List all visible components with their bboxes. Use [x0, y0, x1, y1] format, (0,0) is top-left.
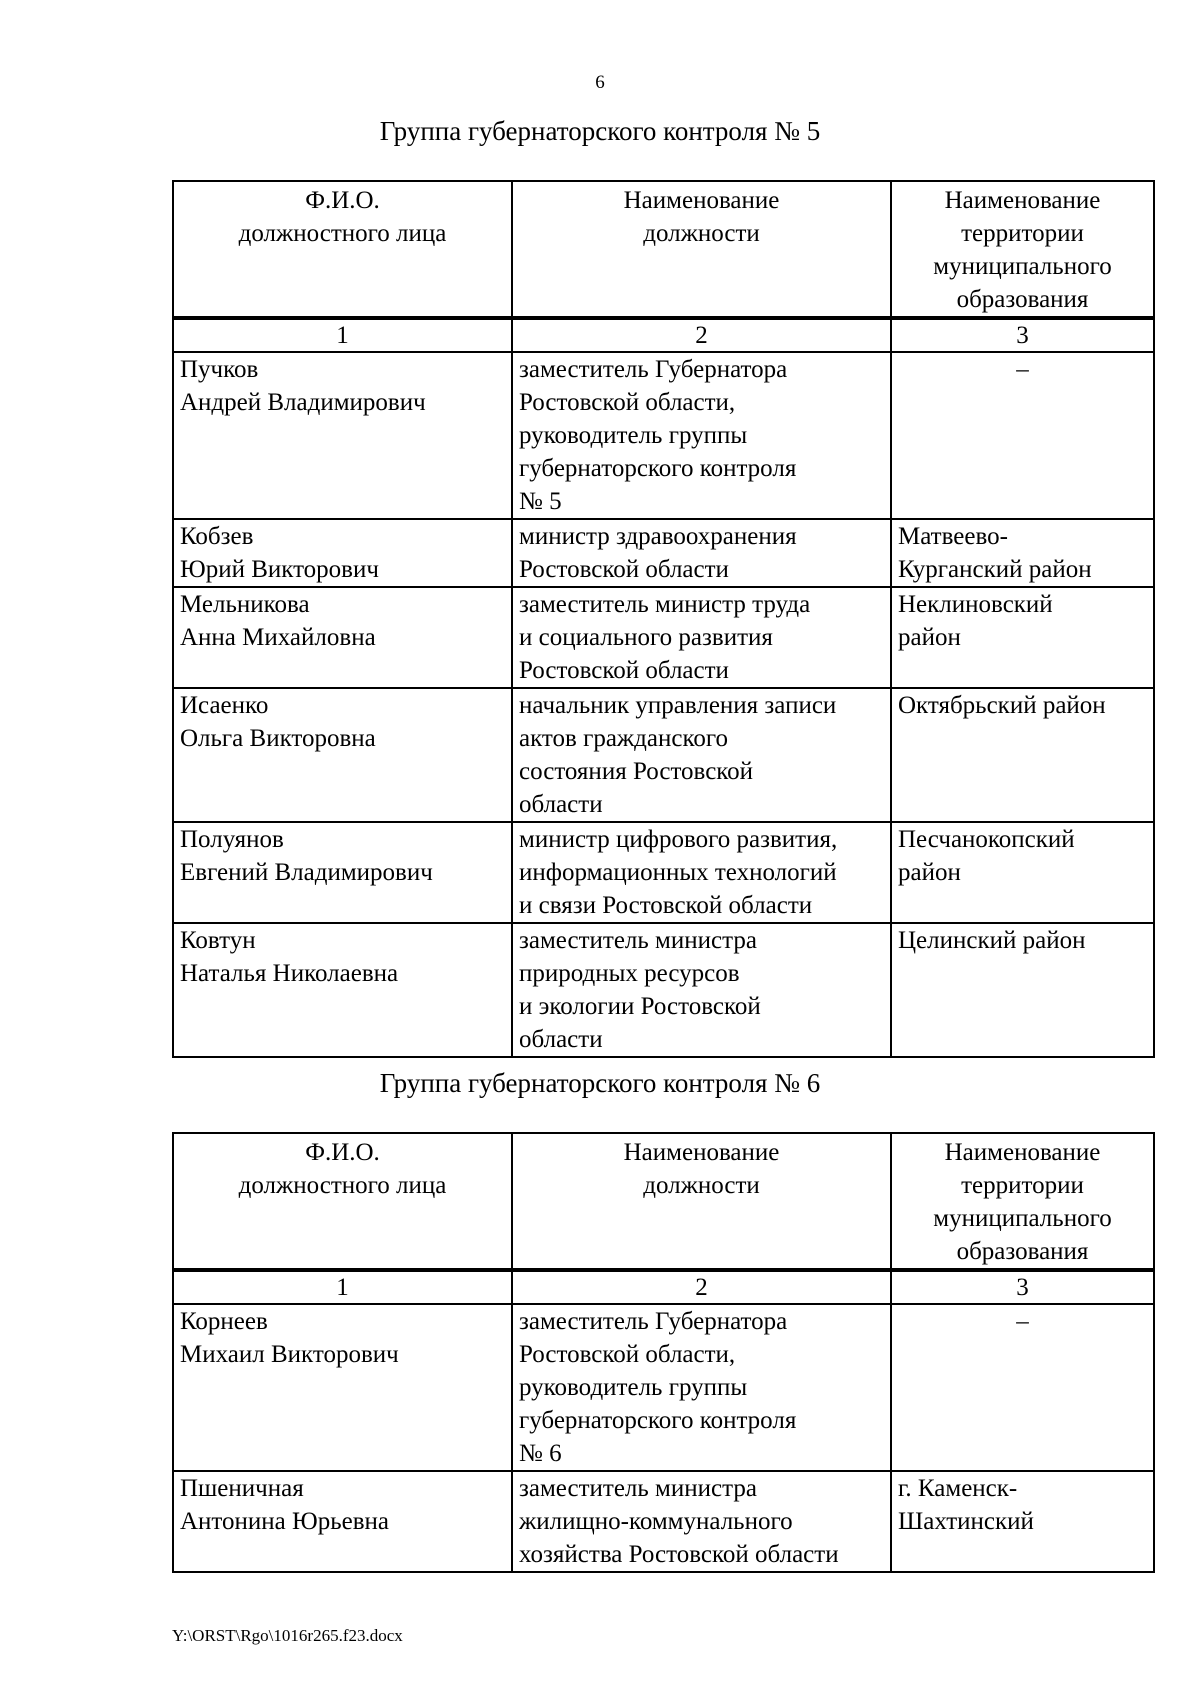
column-number-row	[173, 318, 1154, 352]
group-title-6: Группа губернаторского контроля № 6	[379, 1068, 821, 1098]
table-row	[173, 923, 1154, 1057]
file-path-footer: Y:\ORST\Rgo\1016r265.f23.docx	[172, 1626, 403, 1645]
table-row	[173, 519, 1154, 587]
territory: –	[891, 352, 1154, 519]
official-name: Исаенко Ольга Викторовна	[173, 688, 512, 822]
table-row	[173, 587, 1154, 688]
group-title-5: Группа губернаторского контроля № 5	[379, 116, 821, 146]
territory: Целинский район	[891, 923, 1154, 1057]
position-title: заместитель Губернатора Ростовской области, руководитель группы губернаторского контроля № 5	[512, 352, 891, 519]
column-number: 2	[512, 318, 891, 352]
territory: Песчанокопский район	[891, 822, 1154, 923]
official-name: Пучков Андрей Владимирович	[173, 352, 512, 519]
column-number: 3	[891, 1270, 1154, 1304]
territory: –	[891, 1304, 1154, 1471]
official-name: Мельникова Анна Михайловна	[173, 587, 512, 688]
official-name: Ковтун Наталья Николаевна	[173, 923, 512, 1057]
official-name: Полуянов Евгений Владимирович	[173, 822, 512, 923]
position-title: министр цифрового развития, информационных технологий и связи Ростовской области	[512, 822, 891, 923]
position-title: заместитель министр труда и социального развития Ростовской области	[512, 587, 891, 688]
page-number: 6	[595, 72, 605, 93]
group-6-table	[172, 1132, 1155, 1573]
header-territory: Наименование территории муниципального образования	[891, 1133, 1154, 1270]
table-row	[173, 1471, 1154, 1572]
position-title: начальник управления записи актов гражданского состояния Ростовской области	[512, 688, 891, 822]
official-name: Пшеничная Антонина Юрьевна	[173, 1471, 512, 1572]
column-number: 1	[173, 318, 512, 352]
official-name: Кобзев Юрий Викторович	[173, 519, 512, 587]
header-name: Ф.И.О. должностного лица	[173, 181, 512, 318]
official-name: Корнеев Михаил Викторович	[173, 1304, 512, 1471]
header-position: Наименование должности	[512, 1133, 891, 1270]
territory: Матвеево- Курганский район	[891, 519, 1154, 587]
column-number: 2	[512, 1270, 891, 1304]
header-name: Ф.И.О. должностного лица	[173, 1133, 512, 1270]
table-header-row	[173, 181, 1154, 318]
position-title: министр здравоохранения Ростовской области	[512, 519, 891, 587]
column-number: 1	[173, 1270, 512, 1304]
table-row	[173, 1304, 1154, 1471]
table-row	[173, 688, 1154, 822]
column-number-row	[173, 1270, 1154, 1304]
table-row	[173, 352, 1154, 519]
column-number: 3	[891, 318, 1154, 352]
territory: г. Каменск- Шахтинский	[891, 1471, 1154, 1572]
header-position: Наименование должности	[512, 181, 891, 318]
territory: Октябрьский район	[891, 688, 1154, 822]
territory: Неклиновский район	[891, 587, 1154, 688]
position-title: заместитель министра жилищно-коммунального хозяйства Ростовской области	[512, 1471, 891, 1572]
table-header-row	[173, 1133, 1154, 1270]
position-title: заместитель министра природных ресурсов и экологии Ростовской области	[512, 923, 891, 1057]
header-territory: Наименование территории муниципального образования	[891, 181, 1154, 318]
table-row	[173, 822, 1154, 923]
position-title: заместитель Губернатора Ростовской области, руководитель группы губернаторского контроля № 6	[512, 1304, 891, 1471]
group-5-table	[172, 180, 1155, 1058]
